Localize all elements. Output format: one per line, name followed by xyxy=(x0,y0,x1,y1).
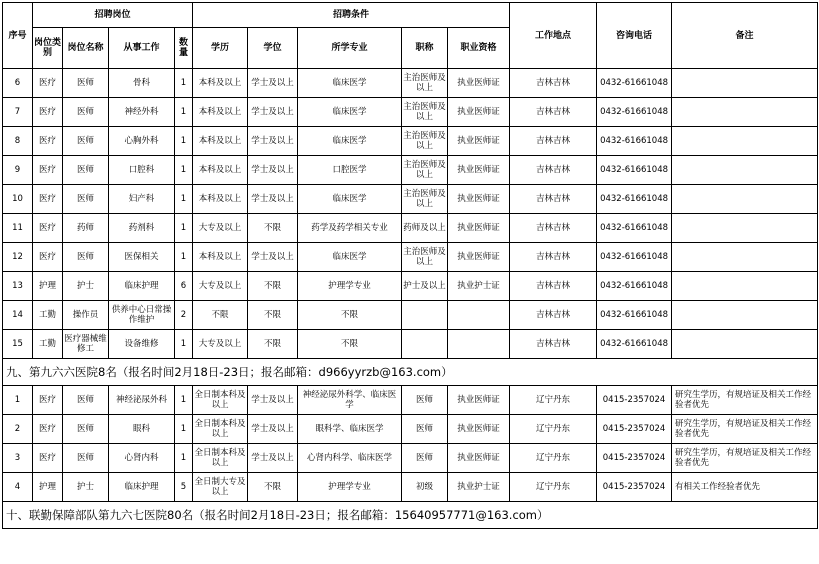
cell-seq: 15 xyxy=(3,330,33,359)
cell-major: 临床医学 xyxy=(298,243,402,272)
section-title-966: 九、第九六六医院8名（报名时间2月18日-23日；报名邮箱：d966yyrzb@163.com） xyxy=(3,359,818,386)
cell-loc: 辽宁丹东 xyxy=(510,415,597,444)
cell-title: 主治医师及以上 xyxy=(402,98,448,127)
cell-major: 不限 xyxy=(298,301,402,330)
cell-title: 医师 xyxy=(402,386,448,415)
cell-phone: 0432-61661048 xyxy=(597,98,672,127)
cell-seq: 2 xyxy=(3,415,33,444)
cell-seq: 3 xyxy=(3,444,33,473)
cell-work: 供养中心日常操作维护 xyxy=(109,301,175,330)
cell-name: 医师 xyxy=(63,98,109,127)
cell-remark: 研究生学历，有规培证及相关工作经验者优先 xyxy=(672,444,818,473)
cell-remark xyxy=(672,243,818,272)
cell-phone: 0432-61661048 xyxy=(597,69,672,98)
cell-loc: 吉林吉林 xyxy=(510,127,597,156)
cell-work: 心肾内科 xyxy=(109,444,175,473)
cell-type: 医疗 xyxy=(33,386,63,415)
cell-loc: 吉林吉林 xyxy=(510,156,597,185)
cell-qual: 执业医师证 xyxy=(448,444,510,473)
cell-edu: 不限 xyxy=(193,301,248,330)
cell-count: 6 xyxy=(175,272,193,301)
cell-major: 临床医学 xyxy=(298,185,402,214)
header-major: 所学专业 xyxy=(298,28,402,69)
cell-name: 药师 xyxy=(63,214,109,243)
cell-qual: 执业医师证 xyxy=(448,156,510,185)
cell-degree: 不限 xyxy=(248,301,298,330)
cell-name: 医师 xyxy=(63,386,109,415)
table-row xyxy=(3,386,818,415)
cell-remark xyxy=(672,156,818,185)
cell-loc: 吉林吉林 xyxy=(510,185,597,214)
cell-loc: 吉林吉林 xyxy=(510,243,597,272)
cell-count: 2 xyxy=(175,301,193,330)
section-row xyxy=(3,502,818,529)
cell-degree: 学士及以上 xyxy=(248,69,298,98)
table-row xyxy=(3,243,818,272)
cell-title: 医师 xyxy=(402,444,448,473)
cell-phone: 0432-61661048 xyxy=(597,185,672,214)
header-phone: 咨询电话 xyxy=(597,3,672,69)
cell-name: 操作员 xyxy=(63,301,109,330)
cell-work: 骨科 xyxy=(109,69,175,98)
cell-major: 临床医学 xyxy=(298,98,402,127)
cell-major: 药学及药学相关专业 xyxy=(298,214,402,243)
cell-degree: 学士及以上 xyxy=(248,98,298,127)
cell-work: 设备维修 xyxy=(109,330,175,359)
cell-seq: 12 xyxy=(3,243,33,272)
cell-degree: 学士及以上 xyxy=(248,386,298,415)
cell-name: 护士 xyxy=(63,272,109,301)
cell-degree: 学士及以上 xyxy=(248,156,298,185)
cell-count: 1 xyxy=(175,243,193,272)
table-row xyxy=(3,156,818,185)
cell-name: 护士 xyxy=(63,473,109,502)
cell-edu: 本科及以上 xyxy=(193,127,248,156)
cell-loc: 辽宁丹东 xyxy=(510,473,597,502)
cell-work: 妇产科 xyxy=(109,185,175,214)
cell-seq: 10 xyxy=(3,185,33,214)
cell-work: 口腔科 xyxy=(109,156,175,185)
cell-remark xyxy=(672,330,818,359)
cell-remark xyxy=(672,127,818,156)
cell-remark xyxy=(672,69,818,98)
cell-degree: 学士及以上 xyxy=(248,415,298,444)
cell-edu: 本科及以上 xyxy=(193,98,248,127)
cell-loc: 吉林吉林 xyxy=(510,69,597,98)
cell-remark: 研究生学历，有规培证及相关工作经验者优先 xyxy=(672,386,818,415)
cell-work: 医保相关 xyxy=(109,243,175,272)
cell-seq: 7 xyxy=(3,98,33,127)
cell-loc: 辽宁丹东 xyxy=(510,386,597,415)
cell-type: 医疗 xyxy=(33,243,63,272)
cell-edu: 全日制本科及以上 xyxy=(193,386,248,415)
cell-type: 医疗 xyxy=(33,214,63,243)
cell-degree: 学士及以上 xyxy=(248,127,298,156)
cell-type: 工勤 xyxy=(33,301,63,330)
cell-remark xyxy=(672,185,818,214)
cell-phone: 0432-61661048 xyxy=(597,272,672,301)
cell-phone: 0432-61661048 xyxy=(597,301,672,330)
cell-degree: 不限 xyxy=(248,214,298,243)
cell-remark: 有相关工作经验者优先 xyxy=(672,473,818,502)
table-row xyxy=(3,301,818,330)
cell-name: 医师 xyxy=(63,415,109,444)
cell-edu: 本科及以上 xyxy=(193,156,248,185)
cell-loc: 吉林吉林 xyxy=(510,214,597,243)
header-post-name: 岗位名称 xyxy=(63,28,109,69)
cell-major: 护理学专业 xyxy=(298,272,402,301)
table-row xyxy=(3,272,818,301)
header-work: 从事工作 xyxy=(109,28,175,69)
cell-edu: 本科及以上 xyxy=(193,69,248,98)
cell-title: 药师及以上 xyxy=(402,214,448,243)
table-row xyxy=(3,185,818,214)
cell-qual: 执业护士证 xyxy=(448,473,510,502)
cell-work: 神经外科 xyxy=(109,98,175,127)
cell-work: 神经泌尿外科 xyxy=(109,386,175,415)
cell-title: 主治医师及以上 xyxy=(402,69,448,98)
cell-remark xyxy=(672,98,818,127)
cell-name: 医师 xyxy=(63,127,109,156)
cell-major: 不限 xyxy=(298,330,402,359)
cell-edu: 全日制本科及以上 xyxy=(193,444,248,473)
header-row-1 xyxy=(3,3,818,28)
cell-type: 护理 xyxy=(33,473,63,502)
cell-qual: 执业医师证 xyxy=(448,185,510,214)
cell-name: 医师 xyxy=(63,156,109,185)
cell-qual: 执业医师证 xyxy=(448,127,510,156)
cell-edu: 大专及以上 xyxy=(193,214,248,243)
cell-major: 临床医学 xyxy=(298,127,402,156)
cell-name: 医师 xyxy=(63,444,109,473)
cell-qual xyxy=(448,301,510,330)
cell-title: 护士及以上 xyxy=(402,272,448,301)
cell-loc: 吉林吉林 xyxy=(510,272,597,301)
cell-count: 1 xyxy=(175,98,193,127)
table-row xyxy=(3,98,818,127)
cell-seq: 9 xyxy=(3,156,33,185)
cell-degree: 学士及以上 xyxy=(248,243,298,272)
cell-qual: 执业护士证 xyxy=(448,272,510,301)
cell-title xyxy=(402,330,448,359)
cell-type: 医疗 xyxy=(33,185,63,214)
cell-work: 眼科 xyxy=(109,415,175,444)
cell-type: 工勤 xyxy=(33,330,63,359)
cell-count: 1 xyxy=(175,415,193,444)
cell-count: 1 xyxy=(175,444,193,473)
table-row xyxy=(3,127,818,156)
recruitment-table xyxy=(2,2,818,529)
cell-count: 1 xyxy=(175,214,193,243)
cell-loc: 吉林吉林 xyxy=(510,98,597,127)
cell-degree: 不限 xyxy=(248,330,298,359)
section-row xyxy=(3,359,818,386)
cell-count: 1 xyxy=(175,156,193,185)
cell-loc: 辽宁丹东 xyxy=(510,444,597,473)
cell-edu: 大专及以上 xyxy=(193,330,248,359)
header-qual: 职业资格 xyxy=(448,28,510,69)
cell-qual: 执业医师证 xyxy=(448,214,510,243)
header-title: 职称 xyxy=(402,28,448,69)
cell-work: 临床护理 xyxy=(109,272,175,301)
cell-count: 1 xyxy=(175,330,193,359)
cell-qual xyxy=(448,330,510,359)
table-row xyxy=(3,214,818,243)
cell-title: 初级 xyxy=(402,473,448,502)
cell-degree: 学士及以上 xyxy=(248,444,298,473)
cell-seq: 6 xyxy=(3,69,33,98)
header-group-cond: 招聘条件 xyxy=(193,3,510,28)
cell-phone: 0415-2357024 xyxy=(597,415,672,444)
cell-phone: 0415-2357024 xyxy=(597,444,672,473)
cell-qual: 执业医师证 xyxy=(448,386,510,415)
cell-major: 心肾内科学、临床医学 xyxy=(298,444,402,473)
cell-loc: 吉林吉林 xyxy=(510,330,597,359)
cell-phone: 0432-61661048 xyxy=(597,214,672,243)
table-row xyxy=(3,69,818,98)
header-post-type: 岗位类别 xyxy=(33,28,63,69)
header-remark: 备注 xyxy=(672,3,818,69)
cell-major: 临床医学 xyxy=(298,69,402,98)
cell-type: 医疗 xyxy=(33,127,63,156)
cell-phone: 0415-2357024 xyxy=(597,386,672,415)
cell-count: 1 xyxy=(175,69,193,98)
header-count: 数量 xyxy=(175,28,193,69)
cell-title: 主治医师及以上 xyxy=(402,156,448,185)
cell-phone: 0432-61661048 xyxy=(597,127,672,156)
cell-phone: 0432-61661048 xyxy=(597,330,672,359)
table-row xyxy=(3,415,818,444)
cell-type: 护理 xyxy=(33,272,63,301)
cell-major: 护理学专业 xyxy=(298,473,402,502)
cell-degree: 不限 xyxy=(248,473,298,502)
cell-count: 1 xyxy=(175,185,193,214)
cell-remark xyxy=(672,301,818,330)
header-degree: 学位 xyxy=(248,28,298,69)
cell-title: 医师 xyxy=(402,415,448,444)
cell-loc: 吉林吉林 xyxy=(510,301,597,330)
cell-title: 主治医师及以上 xyxy=(402,243,448,272)
cell-type: 医疗 xyxy=(33,156,63,185)
cell-phone: 0432-61661048 xyxy=(597,156,672,185)
table-row xyxy=(3,473,818,502)
cell-remark xyxy=(672,272,818,301)
cell-degree: 不限 xyxy=(248,272,298,301)
cell-type: 医疗 xyxy=(33,98,63,127)
cell-type: 医疗 xyxy=(33,69,63,98)
cell-seq: 14 xyxy=(3,301,33,330)
cell-type: 医疗 xyxy=(33,415,63,444)
cell-title: 主治医师及以上 xyxy=(402,185,448,214)
cell-title xyxy=(402,301,448,330)
cell-edu: 本科及以上 xyxy=(193,185,248,214)
cell-edu: 本科及以上 xyxy=(193,243,248,272)
table-row xyxy=(3,330,818,359)
cell-qual: 执业医师证 xyxy=(448,98,510,127)
cell-title: 主治医师及以上 xyxy=(402,127,448,156)
cell-seq: 11 xyxy=(3,214,33,243)
cell-count: 1 xyxy=(175,386,193,415)
section-title-967: 十、联勤保障部队第九六七医院80名（报名时间2月18日-23日；报名邮箱：15640957771@163.com） xyxy=(3,502,818,529)
table-row xyxy=(3,444,818,473)
cell-edu: 大专及以上 xyxy=(193,272,248,301)
header-edu: 学历 xyxy=(193,28,248,69)
cell-seq: 4 xyxy=(3,473,33,502)
cell-name: 医师 xyxy=(63,185,109,214)
cell-phone: 0432-61661048 xyxy=(597,243,672,272)
cell-name: 医师 xyxy=(63,69,109,98)
header-location: 工作地点 xyxy=(510,3,597,69)
cell-seq: 1 xyxy=(3,386,33,415)
cell-name: 医疗器械维修工 xyxy=(63,330,109,359)
cell-edu: 全日制本科及以上 xyxy=(193,415,248,444)
cell-work: 心胸外科 xyxy=(109,127,175,156)
cell-qual: 执业医师证 xyxy=(448,243,510,272)
cell-major: 神经泌尿外科学、临床医学 xyxy=(298,386,402,415)
cell-count: 5 xyxy=(175,473,193,502)
cell-remark xyxy=(672,214,818,243)
header-group-post: 招聘岗位 xyxy=(33,3,193,28)
cell-seq: 8 xyxy=(3,127,33,156)
cell-work: 临床护理 xyxy=(109,473,175,502)
cell-qual: 执业医师证 xyxy=(448,69,510,98)
cell-major: 眼科学、临床医学 xyxy=(298,415,402,444)
cell-type: 医疗 xyxy=(33,444,63,473)
header-seq: 序号 xyxy=(3,3,33,69)
cell-edu: 全日制大专及以上 xyxy=(193,473,248,502)
cell-phone: 0415-2357024 xyxy=(597,473,672,502)
cell-work: 药剂科 xyxy=(109,214,175,243)
cell-degree: 学士及以上 xyxy=(248,185,298,214)
cell-name: 医师 xyxy=(63,243,109,272)
cell-major: 口腔医学 xyxy=(298,156,402,185)
cell-remark: 研究生学历，有规培证及相关工作经验者优先 xyxy=(672,415,818,444)
cell-seq: 13 xyxy=(3,272,33,301)
cell-count: 1 xyxy=(175,127,193,156)
cell-qual: 执业医师证 xyxy=(448,415,510,444)
